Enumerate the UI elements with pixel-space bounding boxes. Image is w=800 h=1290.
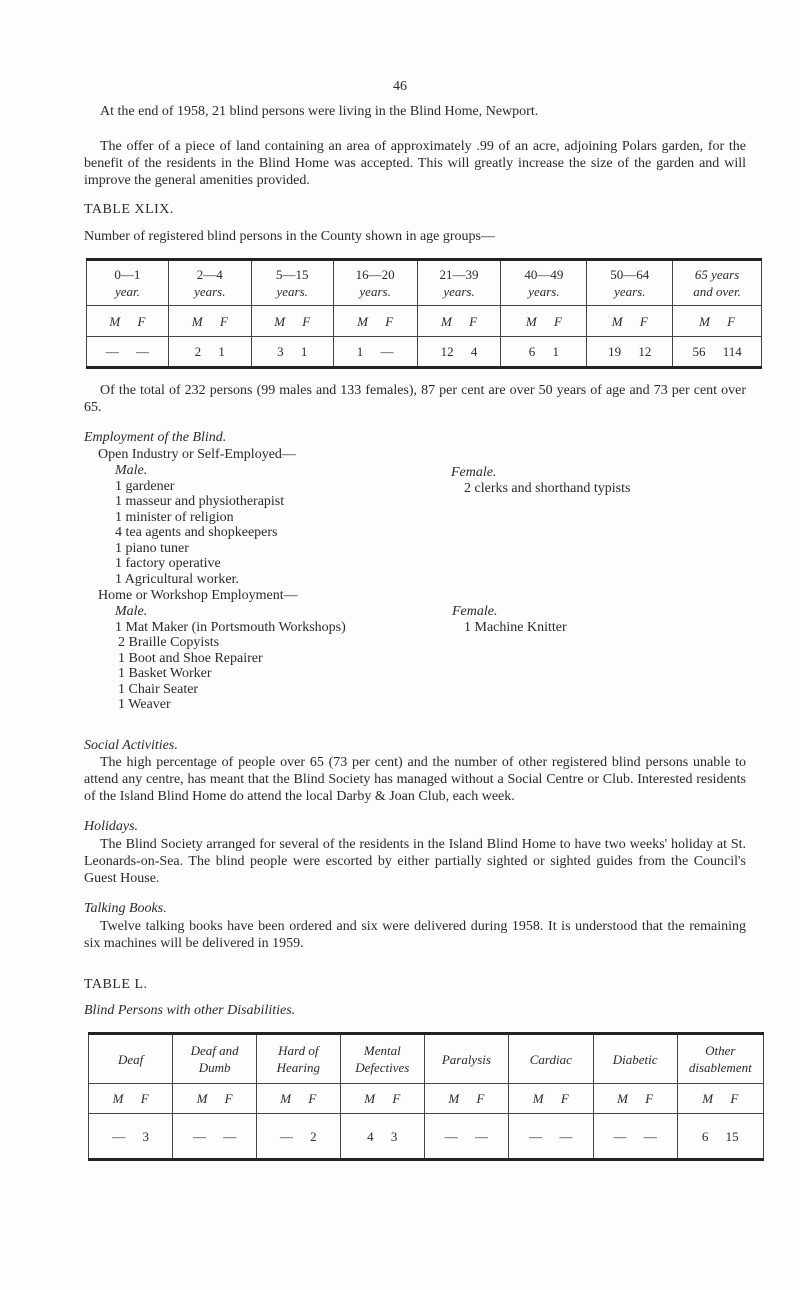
intro-paragraph-2: The offer of a piece of land containing an area of approximately .99 of an acre, adjoining Polars garden, for the benefit of the residents in the Blind Home was accepted. This will greatly increase the size of the garden and will improve the general amenities provided. [84,139,746,188]
employment-heading: Employment of the Blind. [84,430,227,445]
list-item: 4 tea agents and shopkeepers [115,525,278,540]
table-50-title: TABLE L. [84,977,148,992]
list-item: 1 piano tuner [115,540,189,556]
home-workshop-heading: Home or Workshop Employment— [98,588,298,603]
talking-books-heading: Talking Books. [84,901,167,916]
disability-header: Deaf [89,1034,173,1084]
sex-header: M F [168,306,251,337]
other-disabilities-table [88,1032,764,1161]
count-cell: 1 — [333,337,417,368]
count-cell: — 3 [89,1114,173,1160]
list-item: 1 factory operative [115,556,221,571]
table-49-title: TABLE XLIX. [84,202,174,217]
open-female-list [451,465,630,496]
count-cell: 6 1 [501,337,587,368]
count-cell: — — [508,1114,593,1160]
sex-header: M F [673,306,762,337]
sex-header: M F [340,1084,424,1114]
page-number: 46 [393,79,407,94]
sex-header: M F [677,1084,763,1114]
count-cell: — — [593,1114,677,1160]
age-group-header: 40—49 years. [501,260,587,306]
list-item: 1 Machine Knitter [464,619,567,635]
disability-header: Diabetic [593,1034,677,1084]
age-group-header: 2—4 years. [168,260,251,306]
social-heading: Social Activities. [84,738,178,753]
sex-header: M F [333,306,417,337]
talking-books-paragraph: Twelve talking books have been ordered and six were delivered during 1958. It is understood that the remaining six machines will be delivered in 1959. [84,919,746,951]
sex-header: M F [508,1084,593,1114]
sex-header: M F [424,1084,508,1114]
disability-header: Paralysis [424,1034,508,1084]
disability-header: Hard of Hearing [256,1034,340,1084]
count-cell: 2 1 [168,337,251,368]
list-item: 1 Chair Seater [118,681,199,697]
sex-header: M F [87,306,169,337]
sex-header: M F [417,306,501,337]
count-cell: — — [424,1114,508,1160]
list-item: 1 Mat Maker (in Portsmouth Workshops) [115,619,346,635]
male-label: Male. [115,463,148,478]
holidays-heading: Holidays. [84,819,139,834]
list-item: 1 gardener [115,478,175,494]
table-50-caption: Blind Persons with other Disabilities. [84,1003,296,1018]
total-paragraph: Of the total of 232 persons (99 males and 133 females), 87 per cent are over 50 years of age and 73 per cent over 65. [84,383,746,415]
male-label: Male. [115,604,148,619]
count-cell: 4 3 [340,1114,424,1160]
list-item: 2 clerks and shorthand typists [464,480,631,496]
disability-header: Other disablement [677,1034,763,1084]
count-cell: 12 4 [417,337,501,368]
sex-header: M F [89,1084,173,1114]
intro-paragraph-1: At the end of 1958, 21 blind persons were living in the Blind Home, Newport. [100,104,539,119]
age-group-header: 16—20 years. [333,260,417,306]
list-item: 1 masseur and physiotherapist [115,494,285,509]
list-item: 1 Boot and Shoe Repairer [118,650,263,666]
age-group-header: 21—39 years. [417,260,501,306]
disability-header: Cardiac [508,1034,593,1084]
count-cell: — — [87,337,169,368]
disability-header: Mental Defectives [340,1034,424,1084]
age-group-header: 0—1 year. [87,260,169,306]
female-label: Female. [451,465,497,480]
list-item: 1 minister of religion [115,509,234,525]
sex-header: M F [593,1084,677,1114]
age-group-header: 65 years and over. [673,260,762,306]
home-female-list [452,604,567,635]
social-paragraph: The high percentage of people over 65 (73 per cent) and the number of other registered blind persons unable to attend any centre, has meant that the Blind Society has managed without a Social Centre or Club. Interested residents of the Island Blind Home do attend the local Darby & Joan Club, each week. [84,755,746,804]
count-cell: 3 1 [251,337,333,368]
list-item: 1 Weaver [118,697,171,712]
sex-header: M F [251,306,333,337]
count-cell: 19 12 [587,337,673,368]
age-group-header: 5—15 years. [251,260,333,306]
count-cell: — 2 [256,1114,340,1160]
holidays-paragraph: The Blind Society arranged for several of the residents in the Island Blind Home to have two weeks' holiday at St. Leonards-on-Sea. The blind people were escorted by either partially sighted or sighted guides from the Council's Guest House. [84,837,746,886]
female-label: Female. [452,604,498,619]
age-group-header: 50—64 years. [587,260,673,306]
open-male-list [115,463,284,587]
count-cell: 6 15 [677,1114,763,1160]
sex-header: M F [173,1084,257,1114]
open-industry-heading: Open Industry or Self-Employed— [98,447,296,462]
table-49-caption: Number of registered blind persons in the County shown in age groups— [84,229,495,244]
count-cell: — — [173,1114,257,1160]
sex-header: M F [256,1084,340,1114]
home-male-list [115,604,346,713]
list-item: 1 Agricultural worker. [115,571,240,587]
count-cell: 56 114 [673,337,762,368]
sex-header: M F [501,306,587,337]
disability-header: Deaf and Dumb [173,1034,257,1084]
age-groups-table [86,258,762,369]
sex-header: M F [587,306,673,337]
list-item: 2 Braille Copyists [118,635,220,650]
list-item: 1 Basket Worker [118,666,212,681]
